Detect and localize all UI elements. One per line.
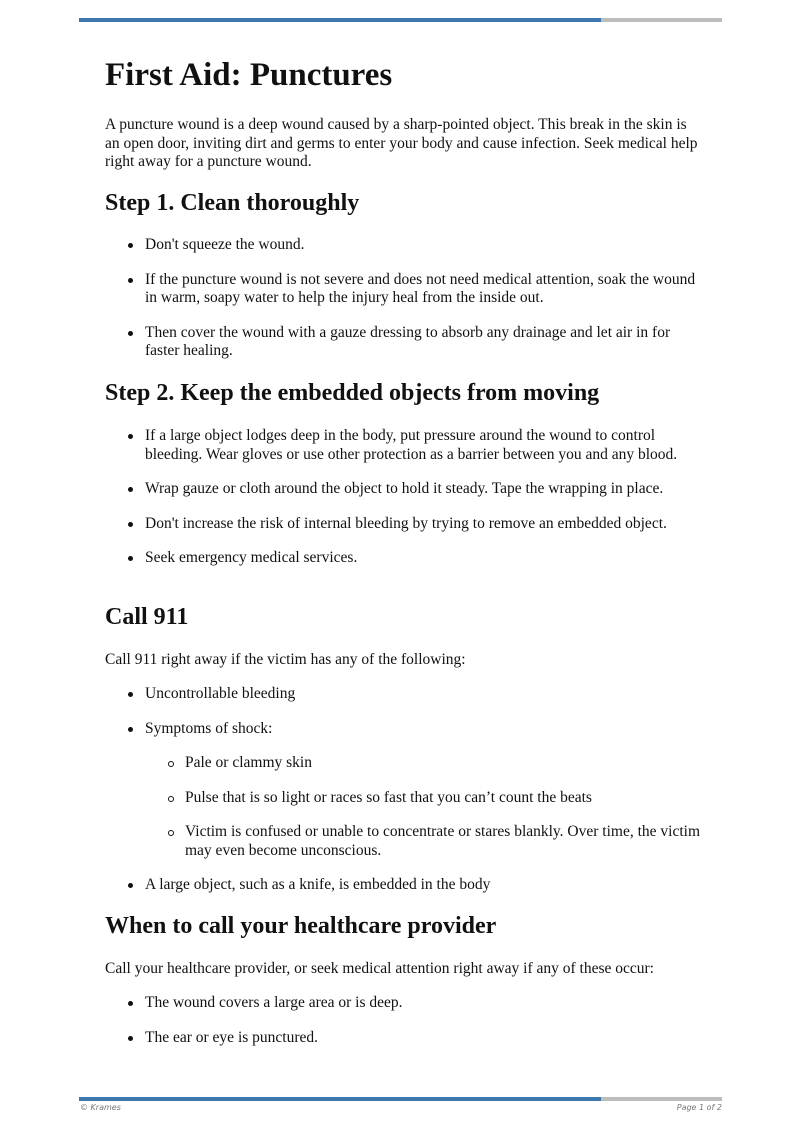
list-item: Don't increase the risk of internal bleeding by trying to remove an embedded object. [105,515,700,534]
footer-page-number: Page 1 of 2 [676,1103,722,1112]
list-item: Wrap gauze or cloth around the object to hold it steady. Tape the wrapping in place. [105,480,700,499]
list-item [105,720,700,861]
bullet-list [105,685,705,911]
list-item: Seek emergency medical services. [105,549,700,568]
list-item: The wound covers a large area or is deep. [105,994,700,1013]
list-item: Then cover the wound with a gauze dressing to absorb any drainage and let air in for faster healing. [105,324,700,361]
intro-paragraph: A puncture wound is a deep wound caused by a sharp-pointed object. This break in the skin is an open door, inviting dirt and germs to enter your body and cause infection. Seek medical help right away for a puncture wound. [105,116,698,170]
list-item-text: Symptoms of shock: [145,719,273,737]
sub-list-item: Victim is confused or unable to concentrate or stares blankly. Over time, the victim may even become unconscious. [145,823,700,860]
list-item: Uncontrollable bleeding [105,685,700,704]
sub-list-item: Pulse that is so light or races so fast that you can’t count the beats [145,789,700,808]
section-heading: Step 1. Clean thoroughly [105,190,360,216]
sub-list-item: Pale or clammy skin [145,754,700,773]
bullet-list [105,427,705,584]
sub-list [145,754,700,860]
footer-bar [79,1097,722,1101]
bullet-list [105,236,705,377]
list-item: A large object, such as a knife, is embedded in the body [105,876,700,895]
section-paragraph: Call your healthcare provider, or seek medical attention right away if any of these occur: [105,960,654,977]
bullet-list [105,994,705,1063]
page-title: First Aid: Punctures [105,57,393,93]
list-item: If a large object lodges deep in the body, put pressure around the wound to control bleeding. Wear gloves or use other protection as a barrier between you and any blood. [105,427,700,464]
section-heading: When to call your healthcare provider [105,913,497,939]
header-bar [79,18,722,22]
list-item: The ear or eye is punctured. [105,1029,700,1048]
footer-copyright: © Krames [80,1103,121,1112]
section-heading: Step 2. Keep the embedded objects from moving [105,380,600,406]
section-paragraph: Call 911 right away if the victim has any of the following: [105,651,466,668]
section-heading: Call 911 [105,604,189,630]
list-item: If the puncture wound is not severe and does not need medical attention, soak the wound in warm, soapy water to help the injury heal from the inside out. [105,271,700,308]
list-item: Don't squeeze the wound. [105,236,700,255]
